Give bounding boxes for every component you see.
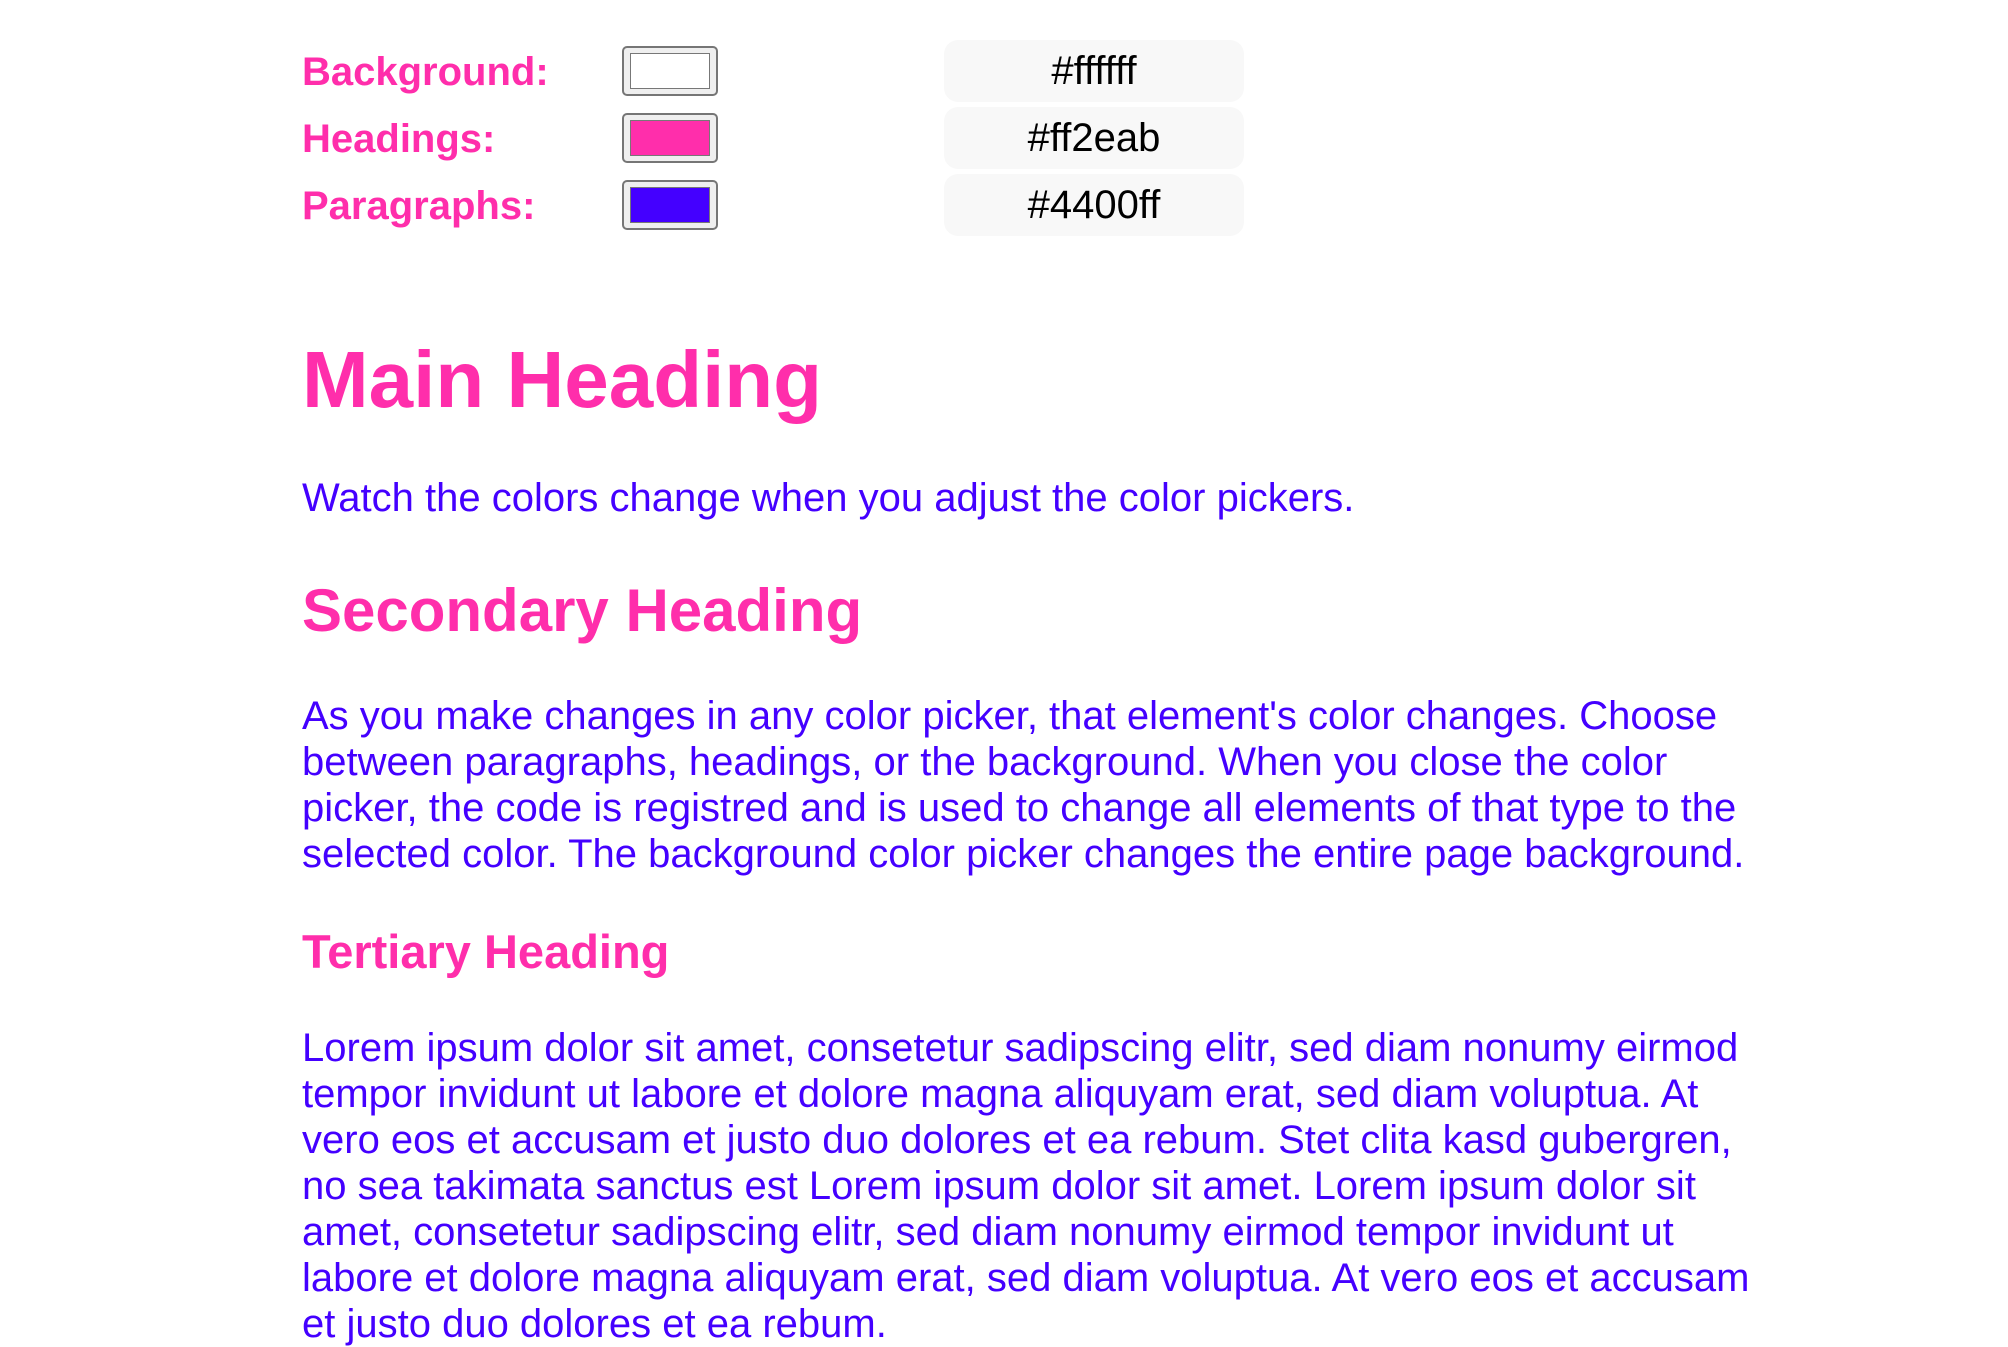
main-heading: Main Heading	[302, 335, 823, 424]
paragraphs-label: Paragraphs:	[302, 184, 536, 228]
description-paragraph: As you make changes in any color picker, that element's color changes. Choose between paragraphs, headings, or the background. When you close the color picker, the code is registred and is used to change all elements of that type to the selected color. The background color picker changes the entire page background.	[302, 694, 1745, 876]
background-hex-value: #ffffff	[944, 40, 1244, 102]
headings-label: Headings:	[302, 117, 496, 161]
background-color-picker[interactable]	[622, 46, 718, 96]
paragraphs-color-swatch	[630, 187, 710, 223]
intro-paragraph: Watch the colors change when you adjust the color pickers.	[302, 476, 1355, 520]
background-label: Background:	[302, 50, 549, 94]
headings-control-row	[302, 105, 1302, 172]
paragraphs-control-row	[302, 172, 1302, 239]
paragraphs-hex-value: #4400ff	[944, 174, 1244, 236]
color-controls	[302, 38, 1302, 239]
headings-hex-value: #ff2eab	[944, 107, 1244, 169]
background-control-row	[302, 38, 1302, 105]
lorem-paragraph: Lorem ipsum dolor sit amet, consetetur sadipscing elitr, sed diam nonumy eirmod tempor invidunt ut labore et dolore magna aliquyam erat, sed diam voluptua. At vero eos et accusam et justo duo dolores et ea rebum. Stet clita kasd gubergren, no sea takimata sanctus est Lorem ipsum dolor sit amet. Lorem ipsum dolor sit amet, consetetur sadipscing elitr, sed diam nonumy eirmod tempor invidunt ut labore et dolore magna aliquyam erat, sed diam voluptua. At vero eos et accusam et justo duo dolores et ea rebum.	[302, 1026, 1750, 1346]
background-color-swatch	[630, 53, 710, 89]
headings-color-swatch	[630, 120, 710, 156]
tertiary-heading: Tertiary Heading	[302, 925, 670, 978]
headings-color-picker[interactable]	[622, 113, 718, 163]
paragraphs-color-picker[interactable]	[622, 180, 718, 230]
secondary-heading: Secondary Heading	[302, 577, 863, 644]
